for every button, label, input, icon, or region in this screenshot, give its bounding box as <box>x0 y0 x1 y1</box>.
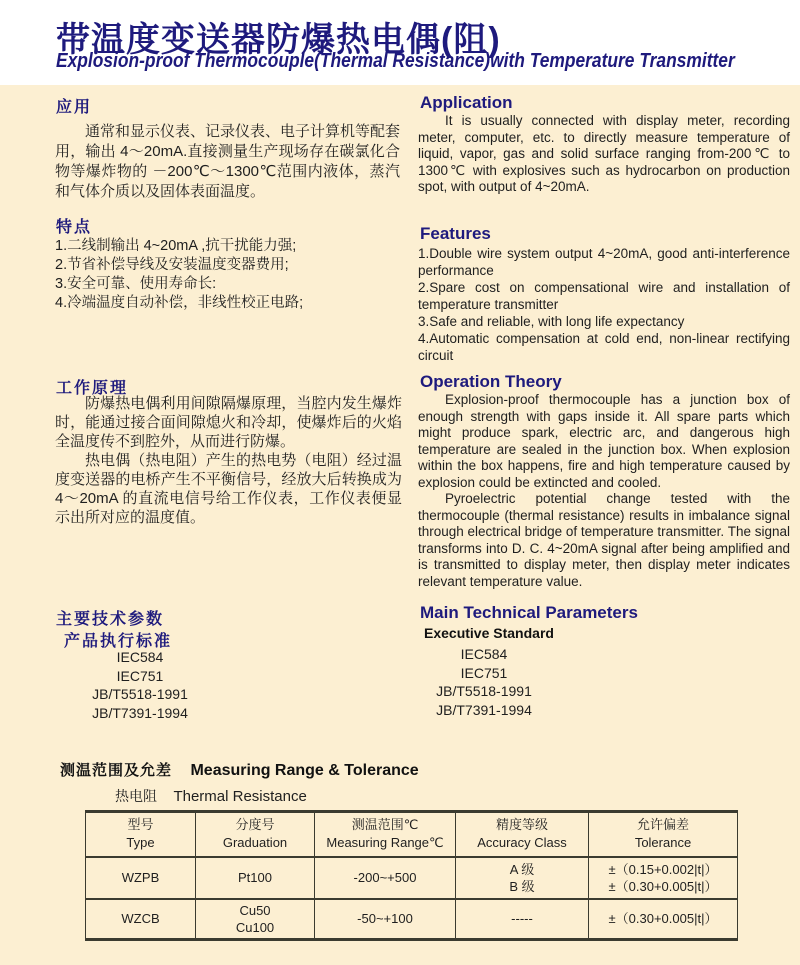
col-header-zh: 精度等级 <box>495 817 548 833</box>
executive-standard-heading-zh: 产品执行标准 <box>64 633 173 650</box>
feature-item-zh: 1.二线制输出 4~20mA ,抗干扰能力强; <box>55 238 297 254</box>
features-list-zh <box>55 237 400 313</box>
standard-item: JB/T5518-1991 <box>92 686 188 702</box>
thermal-resistance-zh: 热电阻 <box>115 788 157 804</box>
feature-item-zh: 2.节省补偿导线及安装温度变器费用; <box>55 257 289 273</box>
theory-heading-zh: 工作原理 <box>56 380 129 397</box>
col-header-en: Type <box>126 835 155 851</box>
accuracy-line: A 级 <box>509 861 535 877</box>
feature-item-en: 1.Double wire system output 4~20mA, good anti-interference performance <box>418 246 790 278</box>
col-header-zh: 型号 <box>127 817 154 833</box>
tolerance-line: ±（0.15+0.002|t|） <box>608 861 718 877</box>
standards-list-zh <box>60 648 220 722</box>
accuracy-line: B 级 <box>509 878 535 894</box>
theory-paragraph-zh: 防爆热电偶利用间隙隔爆原理，当腔内发生爆炸时，能通过接合面间隙熄火和冷却，使爆炸后的火焰全温度传不到腔外，从而进行防爆。 <box>55 395 402 450</box>
cell-accuracy <box>456 857 589 899</box>
standard-item: IEC584 <box>116 649 164 665</box>
col-header-graduation <box>196 812 315 857</box>
features-heading-en: Features <box>420 224 491 243</box>
feature-item-en: 4.Automatic compensation at cold end, non-linear rectifying circuit <box>418 331 790 363</box>
col-header-range <box>315 812 456 857</box>
col-header-type <box>86 812 196 857</box>
measuring-heading-zh: 测温范围及允差 <box>60 762 173 779</box>
application-body-zh: 通常和显示仪表、记录仪表、电子计算机等配套用，输出 4～20mA.直接测量生产现场存在碳氯化合物等爆炸物的 －200℃～1300℃范围内液体，蒸汽和气体介质以及固体表面温度。 <box>55 123 401 200</box>
page-title-english: Explosion-proof Thermocouple(Thermal Resistance)with Temperature Transmitter <box>56 50 735 72</box>
cell-graduation: Pt100 <box>196 857 315 899</box>
theory-paragraph-en: Pyroelectric potential change tested with the thermocouple (thermal resistance) results in imbalance signal through electrical bridge of temperature transmitter. The signal transforms into D. C. 4~20mA signal after being amplified and is transmitted to display meter, then display meter indicates relevant temperature value. <box>418 491 790 589</box>
cell-tolerance <box>589 857 738 899</box>
cell-graduation <box>196 899 315 940</box>
feature-item-en: 2.Spare cost on compensational wire and installation of temperature transmitter <box>418 280 790 312</box>
standard-item: IEC751 <box>116 667 164 684</box>
theory-heading-en: Operation Theory <box>420 372 562 391</box>
cell-range: -50~+100 <box>315 899 456 940</box>
main-parameters-heading-zh: 主要技术参数 <box>56 611 165 628</box>
standard-item: JB/T7391-1994 <box>92 704 188 721</box>
table-row <box>86 899 738 940</box>
feature-item-zh: 3.安全可靠、使用寿命长: <box>55 276 217 292</box>
cell-type: WZPB <box>86 857 196 899</box>
col-header-en: Tolerance <box>634 835 692 851</box>
col-header-zh: 允许偏差 <box>636 817 689 833</box>
theory-paragraph-zh: 热电偶（热电阻）产生的热电势（电阻）经过温度变送器的电桥产生不平衡信号，经放大后转换成为 4～20mA 的直流电信号给工作仪表，工作仪表便显示出所对应的温度值。 <box>55 452 402 526</box>
main-parameters-heading-en: Main Technical Parameters <box>420 603 638 622</box>
cell-range: -200~+500 <box>315 857 456 899</box>
col-header-accuracy <box>456 812 589 857</box>
measuring-heading-en: Measuring Range & Tolerance <box>190 762 419 779</box>
col-header-tolerance <box>589 812 738 857</box>
application-body-en: It is usually connected with display meter, recording meter, computer, etc. to directly measure temperature of liquid, vapor, gas and solid surface ranging from-200℃ to 1300℃ with explosives such as hydrocarbon on production spot, with output of 4~20mA. <box>418 113 790 194</box>
col-header-en: Measuring Range℃ <box>326 835 444 851</box>
standard-item: IEC584 <box>460 646 508 662</box>
features-heading-zh: 特点 <box>56 219 93 236</box>
standard-item: JB/T7391-1994 <box>436 701 532 718</box>
graduation-line: Cu100 <box>235 919 275 935</box>
feature-item-zh: 4.冷端温度自动补偿，非线性校正电路; <box>55 295 304 311</box>
table-header-row <box>86 812 738 857</box>
feature-item-en: 3.Safe and reliable, with long life expectancy <box>418 314 685 329</box>
tolerance-line: ±（0.30+0.005|t|） <box>608 878 718 894</box>
theory-paragraph-en: Explosion-proof thermocouple has a junction box of enough strength with gaps inside it. All spare parts which might produce spark, electric arc, and dangerous high temperature are sealed in the junction box. When explosion within the box happens, fire and high temperature caused by explosion could be extincted and cooled. <box>418 392 790 490</box>
cell-type: WZCB <box>86 899 196 940</box>
col-header-en: Accuracy Class <box>477 835 567 851</box>
theory-body-zh <box>55 394 402 527</box>
page-title-chinese: 带温度变送器防爆热电偶(阻) <box>56 21 501 59</box>
cell-accuracy: ----- <box>456 899 589 940</box>
graduation-line: Cu50 <box>239 902 271 918</box>
standards-list-en <box>405 645 563 719</box>
application-heading-en: Application <box>420 93 513 112</box>
cell-tolerance: ±（0.30+0.005|t|） <box>589 899 738 940</box>
measuring-range-heading <box>60 759 419 780</box>
col-header-zh: 分度号 <box>235 817 275 833</box>
table-row <box>86 857 738 899</box>
executive-standard-heading-en: Executive Standard <box>424 625 554 641</box>
theory-body-en <box>418 392 790 590</box>
thermal-resistance-en: Thermal Resistance <box>173 788 307 805</box>
standard-item: JB/T5518-1991 <box>436 683 532 699</box>
col-header-en: Graduation <box>222 835 288 851</box>
thermal-resistance-subheading <box>115 786 307 806</box>
standard-item: IEC751 <box>460 664 508 681</box>
application-heading-zh: 应用 <box>56 99 93 116</box>
page-header <box>0 0 800 85</box>
features-list-en <box>418 245 790 364</box>
measuring-table <box>85 810 738 941</box>
col-header-zh: 测温范围℃ <box>351 817 419 833</box>
